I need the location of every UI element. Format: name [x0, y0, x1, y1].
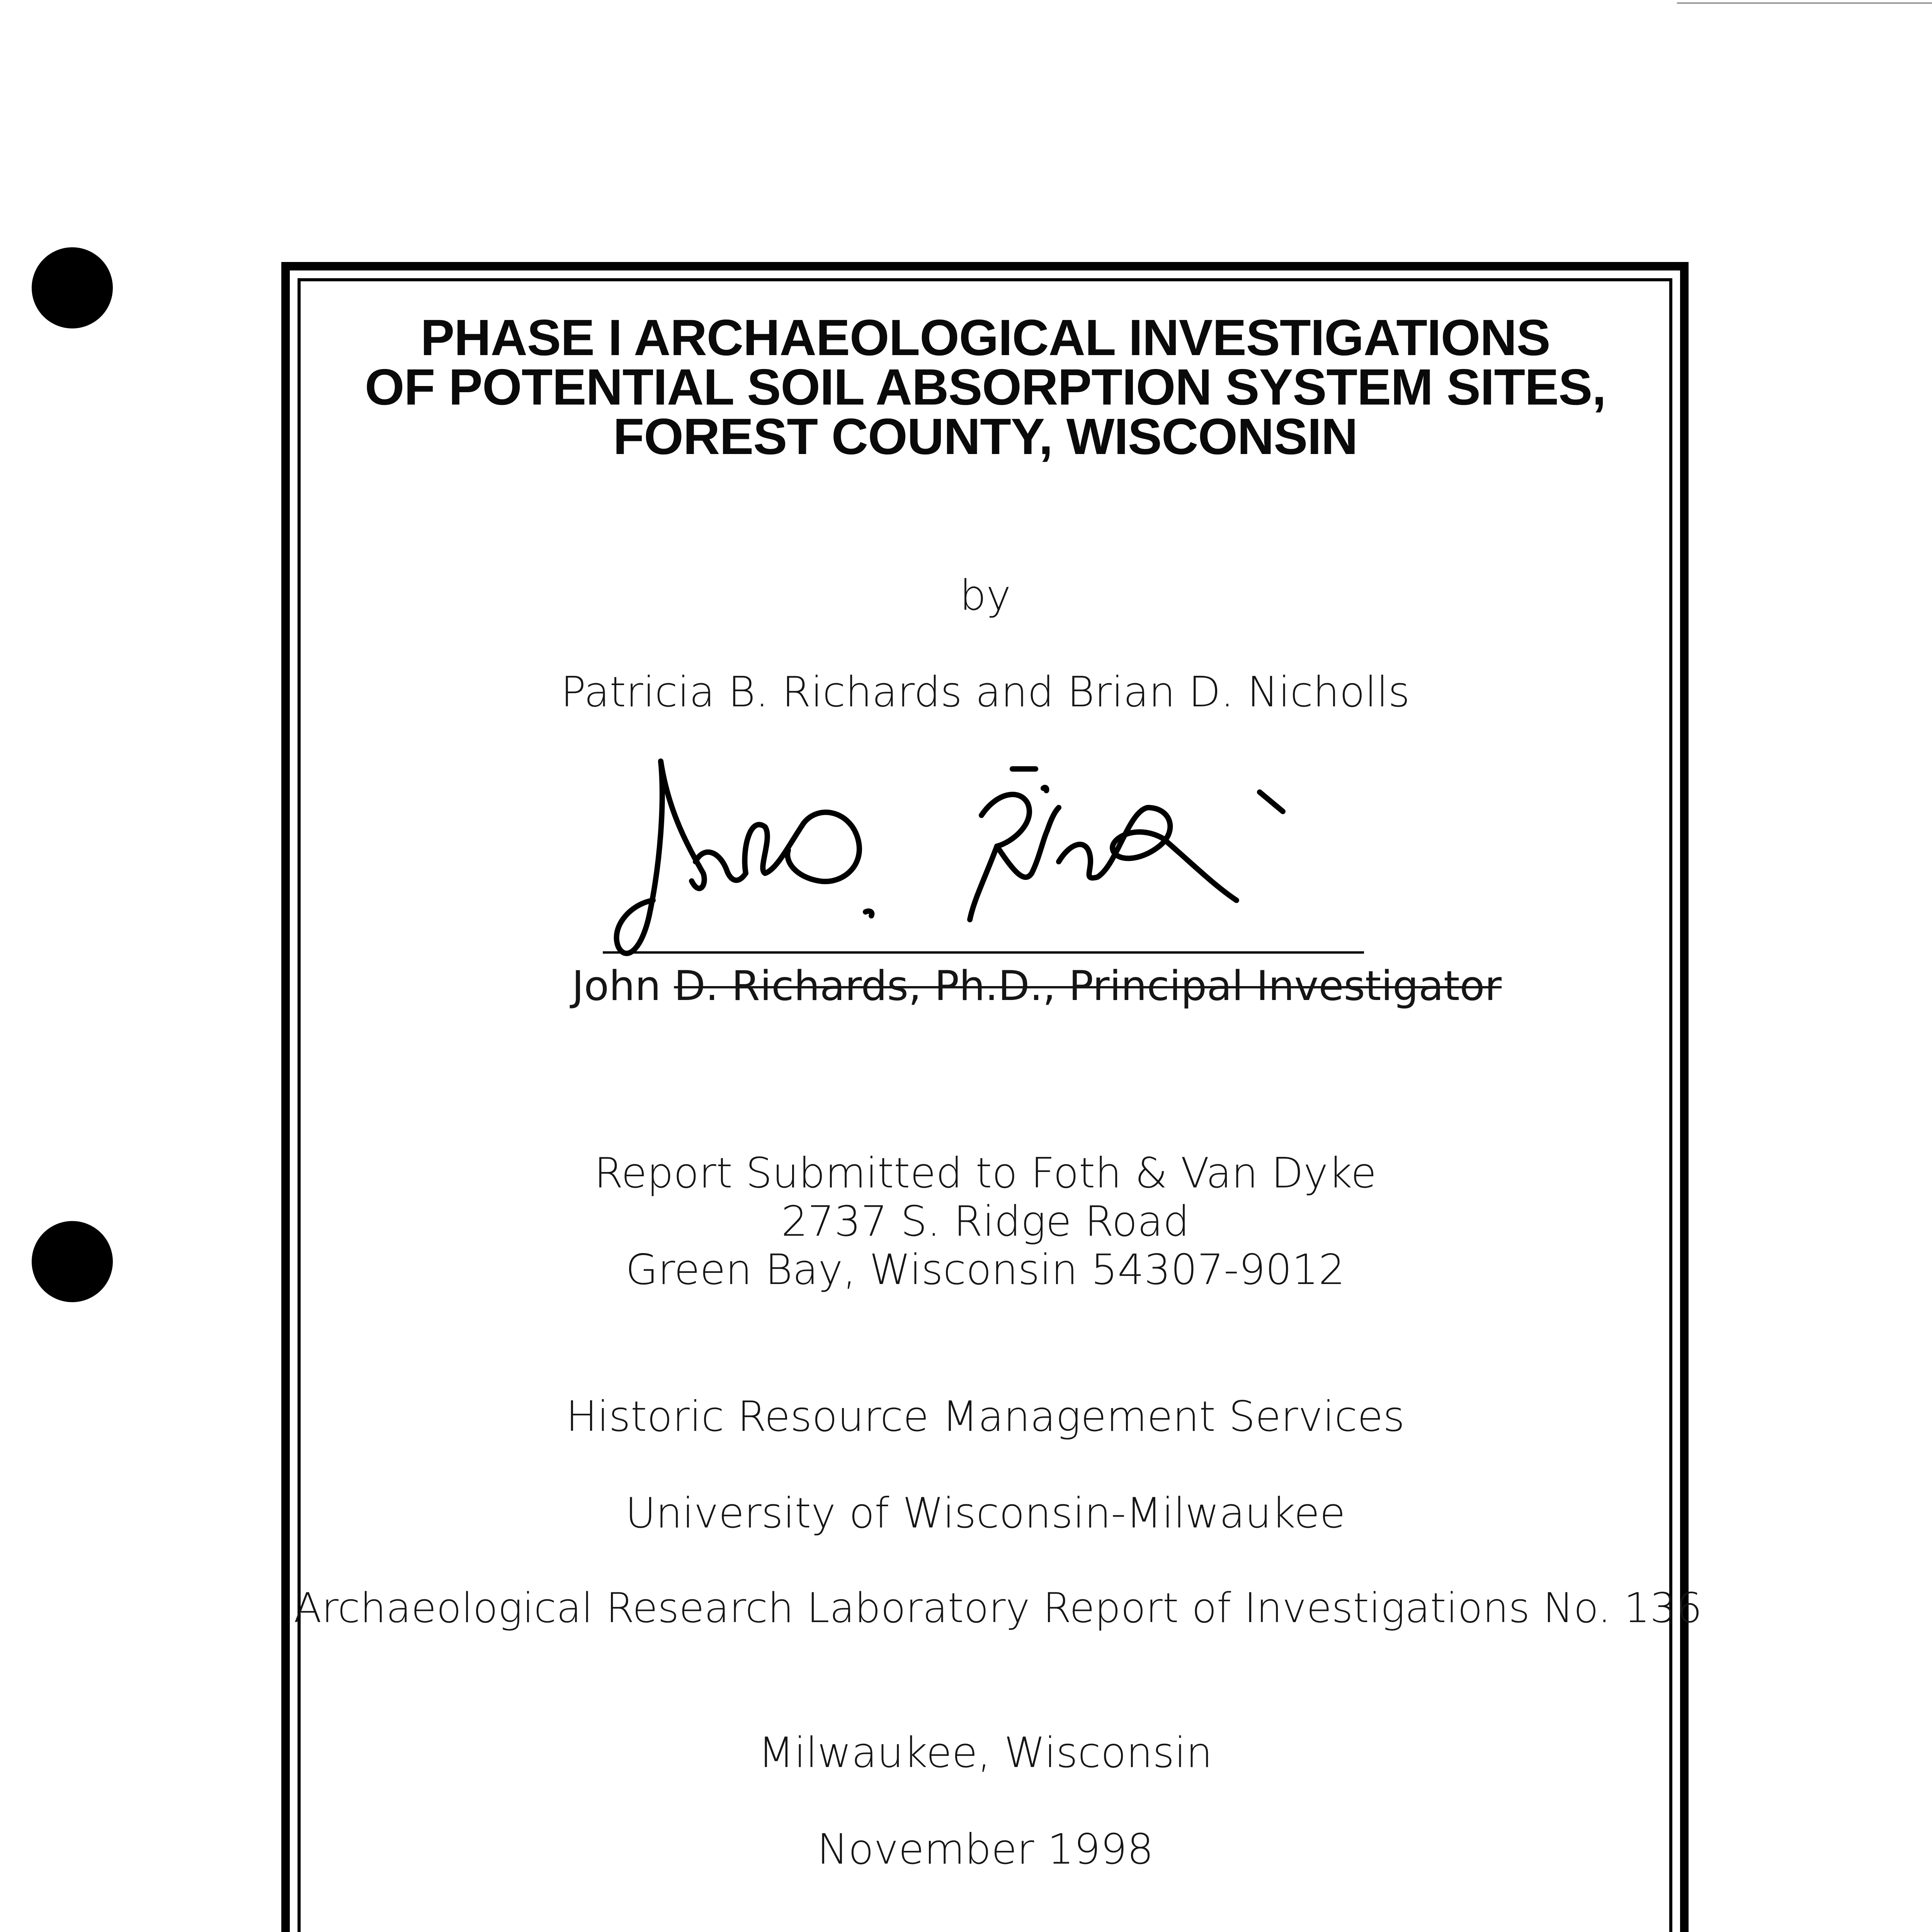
report-title-line-2: OF POTENTIAL SOIL ABSORPTION SYSTEM SITES, — [365, 359, 1606, 415]
binder-hole-top — [32, 247, 113, 328]
report-title-line-3: FOREST COUNTY, WISCONSIN — [613, 408, 1358, 465]
submitted-address-street: 2737 S. Ridge Road — [781, 1197, 1190, 1246]
university: University of Wisconsin-Milwaukee — [625, 1489, 1345, 1537]
submitted-address-city: Green Bay, Wisconsin 54307-9012 — [626, 1246, 1345, 1294]
report-title — [294, 309, 1677, 465]
byline: by — [959, 571, 1011, 620]
title-page-border — [281, 262, 1702, 1932]
title-page-inner-border — [298, 278, 1672, 1932]
authors: Patricia B. Richards and Brian D. Nicholls — [561, 668, 1410, 716]
publication-place: Milwaukee, Wisconsin — [758, 1729, 1213, 1777]
report-title-line-1: PHASE I ARCHAEOLOGICAL INVESTIGATIONS — [420, 309, 1550, 366]
organization: Historic Resource Management Services — [566, 1393, 1405, 1441]
handwritten-signature — [603, 746, 1314, 985]
signature-line — [603, 951, 1364, 954]
publication-date: November 1998 — [817, 1825, 1154, 1874]
scan-edge-mark — [1677, 2, 1932, 4]
principal-investigator — [572, 962, 1502, 1010]
signer-name-and-title: D. Richards, Ph.D., Principal Investigator — [674, 962, 1502, 1010]
signer-first-name: John — [572, 962, 661, 1010]
report-series: Archaeological Research Laboratory Report of Investigations No. 136 — [294, 1584, 1702, 1632]
binder-hole-middle — [32, 1221, 113, 1302]
submitted-to: Report Submitted to Foth & Van Dyke — [594, 1149, 1377, 1197]
